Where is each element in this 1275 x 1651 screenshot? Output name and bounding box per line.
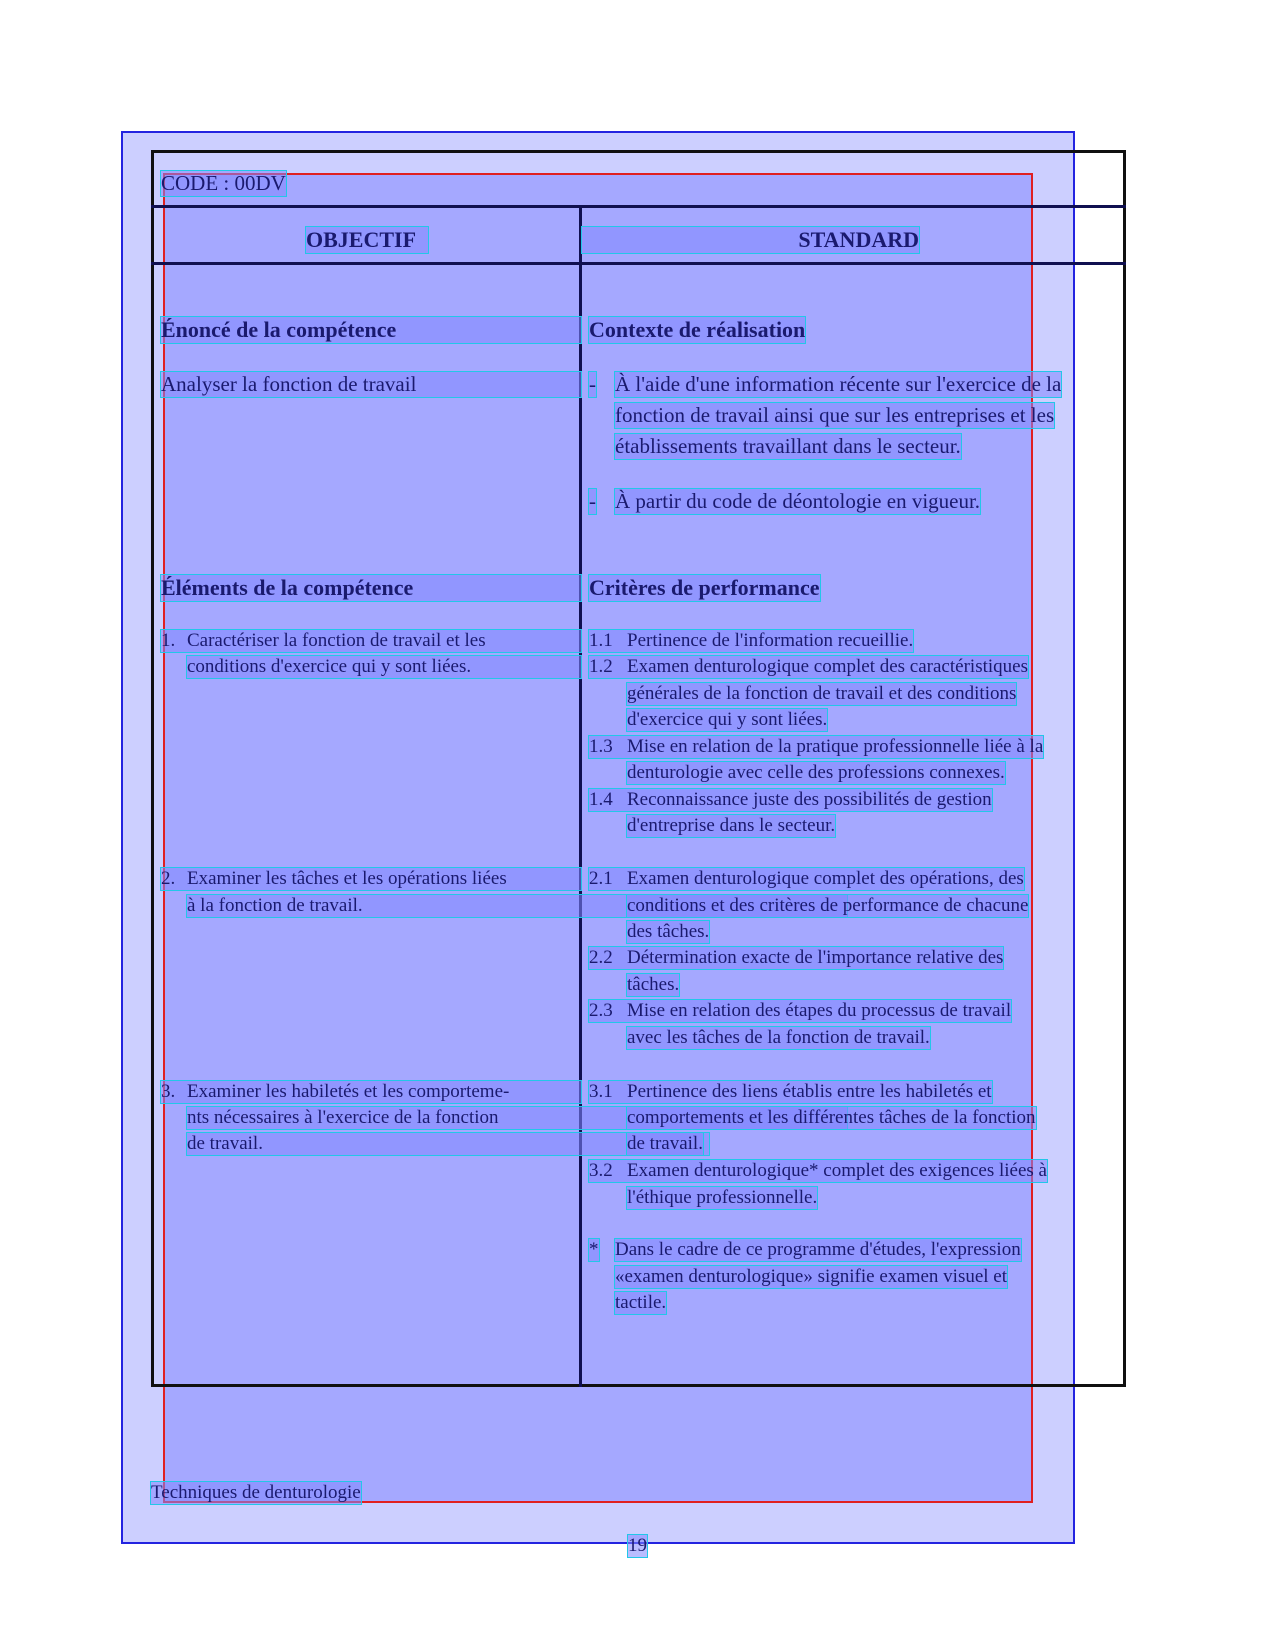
standard-column-header: STANDARD — [582, 227, 919, 253]
enonce-title: Énoncé de la compétence — [161, 317, 581, 343]
program-name: Techniques de denturologie — [151, 1482, 361, 1503]
contexte-bullet: - — [589, 489, 596, 513]
criteres-title: Critères de performance — [589, 575, 820, 600]
elements-title: Éléments de la compétence — [161, 575, 581, 601]
page-number: 19 — [628, 1535, 647, 1556]
footnote-line: Dans le cadre de ce programme d'études, l'expression — [615, 1239, 1021, 1260]
critere-line: des tâches. — [627, 921, 710, 942]
objectif-column-header: OBJECTIF — [306, 227, 428, 253]
critere-line: avec les tâches de la fonction de travail. — [627, 1027, 930, 1048]
critere-line: 2.1 Examen denturologique complet des opérations, des — [589, 868, 1024, 889]
footnote-line: «examen denturologique» signifie examen visuel et — [615, 1266, 1008, 1287]
critere-line: 1.1 Pertinence de l'information recueillie. — [589, 630, 914, 651]
element-line: 1. Caractériser la fonction de travail et les — [161, 630, 581, 652]
element-line: à la fonction de travail. — [187, 895, 847, 917]
critere-line: comportements et les différentes tâches de la fonction — [627, 1107, 1036, 1128]
critere-line: 2.3 Mise en relation des étapes du processus de travail — [589, 1000, 1012, 1021]
course-code: CODE : 00DV — [161, 171, 286, 195]
critere-line: l'éthique professionnelle. — [627, 1187, 818, 1208]
contexte-line: À l'aide d'une information récente sur l'exercice de la — [615, 372, 1062, 396]
element-line: 2. Examiner les tâches et les opérations liées — [161, 868, 581, 890]
header-rule — [151, 205, 1126, 208]
critere-line: 2.2 Détermination exacte de l'importance relative des — [589, 947, 1004, 968]
critere-line: tâches. — [627, 974, 680, 995]
contexte-line: À partir du code de déontologie en vigueur. — [615, 489, 981, 513]
element-line: nts nécessaires à l'exercice de la fonction — [187, 1107, 847, 1129]
critere-line: d'entreprise dans le secteur. — [627, 815, 836, 836]
contexte-title: Contexte de réalisation — [589, 317, 806, 342]
critere-line: générales de la fonction de travail et des conditions — [627, 683, 1017, 704]
element-line: de travail. — [187, 1133, 709, 1155]
footnote-line: tactile. — [615, 1292, 667, 1313]
critere-line: d'exercice qui y sont liées. — [627, 709, 828, 730]
element-line: 3. Examiner les habiletés et les comporteme- — [161, 1081, 581, 1103]
element-line: conditions d'exercice qui y sont liées. — [187, 656, 581, 678]
critere-line: 1.4 Reconnaissance juste des possibilités de gestion — [589, 789, 992, 810]
column-header-rule — [151, 262, 1126, 265]
critere-line: denturologie avec celle des professions connexes. — [627, 762, 1005, 783]
enonce-text: Analyser la fonction de travail — [161, 372, 581, 397]
critere-line: 3.1 Pertinence des liens établis entre les habiletés et — [589, 1081, 992, 1102]
critere-line: 1.3 Mise en relation de la pratique professionnelle liée à la — [589, 736, 1044, 757]
critere-line: 3.2 Examen denturologique* complet des exigences liées à — [589, 1160, 1047, 1181]
contexte-bullet: - — [589, 372, 596, 396]
critere-line: 1.2 Examen denturologique complet des caractéristiques — [589, 656, 1028, 677]
contexte-line: établissements travaillant dans le secteur. — [615, 434, 961, 458]
critere-line: conditions et des critères de performance de chacune — [627, 895, 1029, 916]
footnote-mark: * — [589, 1239, 599, 1260]
critere-line: de travail. — [627, 1133, 703, 1154]
contexte-line: fonction de travail ainsi que sur les entreprises et les — [615, 403, 1055, 427]
